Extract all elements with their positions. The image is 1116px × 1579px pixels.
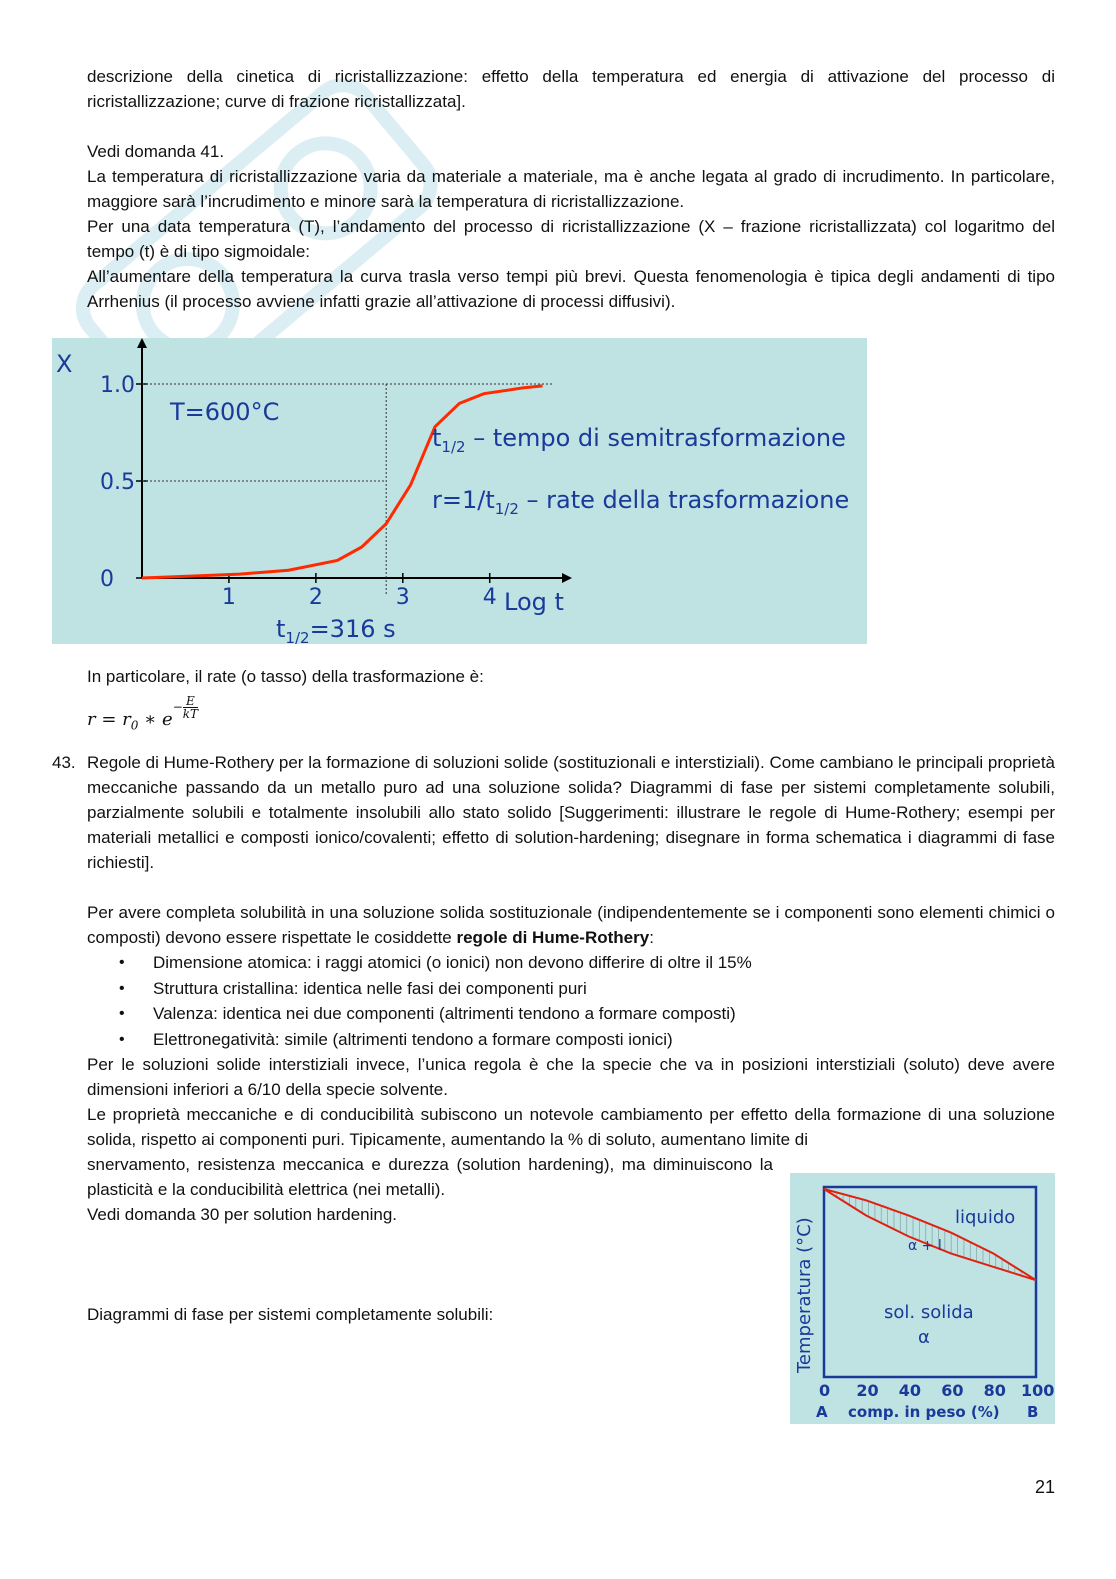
annotation-half-time: $t_{1/2}$ – tempo di semitrasformazione	[432, 424, 846, 456]
y-tick-label: 0	[100, 567, 114, 592]
rate-intro: In particolare, il rate (o tasso) della trasformazione è:	[87, 667, 484, 686]
x-tick-label: 4	[482, 585, 497, 610]
phase-x-tick-label: 0	[819, 1381, 831, 1400]
chart-title: T=600°C	[170, 398, 280, 426]
paragraph-solubility: Per avere completa solubilità in una soluzione solida sostituzionale (indipendentemente se i componenti sono elementi chimici o composti) devono essere rispettate le cosiddette regole di Hume-Rothery:	[87, 903, 1055, 947]
paragraph-see-question-30: Vedi domanda 30 per solution hardening.	[87, 1205, 398, 1224]
phase-x-tick-label: 60	[941, 1381, 964, 1400]
recrystallization-chart	[52, 338, 867, 644]
x-tick-label: 3	[395, 585, 410, 610]
region-liquid: liquido	[955, 1207, 1016, 1228]
question-number: 43.	[52, 753, 76, 772]
y-tick-label: 1.0	[100, 373, 135, 398]
end-label-a: A	[816, 1403, 828, 1421]
half-time-label: $t_{1/2}=316$ s	[276, 615, 396, 644]
y-axis-label: X	[56, 350, 73, 378]
rate-block	[87, 664, 1055, 739]
phase-x-tick-label: 20	[856, 1381, 879, 1400]
x-tick-label: 1	[221, 585, 236, 610]
phase-diagram	[790, 1173, 1055, 1424]
paragraph-sigmoidal: Per una data temperatura (T), l’andamento del processo di ricristallizzazione (X – frazione ricristallizzata) col logaritmo del tempo (t) è di tipo sigmoidale:	[87, 217, 1055, 261]
y-tick-label: 0.5	[100, 470, 135, 495]
formula-exp-sign: −	[172, 700, 183, 714]
formula-lhs: r = r	[87, 709, 131, 730]
paragraph-recrystallization-temp: La temperatura di ricristallizzazione varia da materiale a materiale, ma è anche legata al grado di incrudimento. In particolare, maggiore sarà l’incrudimento e minore sarà la temperatura di ricristallizzazione.	[87, 167, 1055, 211]
reference-line: Vedi domanda 41.	[87, 142, 225, 161]
formula-exp-num: E	[183, 695, 198, 708]
paragraph-phase-diagrams: Diagrammi di fase per sistemi completamente solubili:	[87, 1305, 494, 1324]
hume-rothery-bold: regole di Hume-Rothery	[456, 928, 650, 947]
rate-formula	[87, 695, 1055, 739]
list-item: • Dimensione atomica: i raggi atomici (o ionici) non devono differire di oltre il 15%	[153, 950, 1055, 976]
list-item: • Valenza: identica nei due componenti (altrimenti tendono a formare composti)	[153, 1001, 1055, 1027]
end-label-b: B	[1027, 1403, 1039, 1421]
paragraph-properties-cont: snervamento, resistenza meccanica e durezza (solution hardening), ma diminuiscono la plasticità e la conducibilità elettrica (nei metalli).	[87, 1155, 773, 1199]
paragraph-properties: Le proprietà meccaniche e di conducibilità subiscono un notevole cambiamento per effetto della formazione di una soluzione solida, rispetto ai componenti puri. Tipicamente, aumentando la % di soluto, aumentano limite di	[87, 1105, 1055, 1149]
x-tick-label: 2	[308, 585, 323, 610]
annotation-rate: $r=1/t_{1/2}$ – rate della trasformazione	[432, 486, 850, 518]
region-alpha: α	[918, 1327, 930, 1348]
list-item: • Struttura cristallina: identica nelle fasi dei componenti puri	[153, 976, 1055, 1002]
phase-x-tick-label: 40	[898, 1381, 922, 1400]
paragraph-interstitial: Per le soluzioni solide interstiziali invece, l’unica regola è che la specie che va in posizioni interstiziali (soluto) deve avere dimensioni inferiori a 6/10 della specie solvente.	[87, 1055, 1055, 1099]
phase-x-tick-label: 100	[1021, 1381, 1055, 1400]
region-two-phase: α + l	[908, 1238, 942, 1254]
paragraph-arrhenius: All’aumentare della temperatura la curva trasla verso tempi più brevi. Questa fenomenologia è tipica degli andamenti di tipo Arrhenius (il processo avviene infatti grazie all’attivazione di processi diffusivi).	[87, 267, 1055, 311]
phase-x-axis-label: comp. in peso (%)	[848, 1403, 1000, 1421]
intro-paragraph: descrizione della cinetica di ricristallizzazione: effetto della temperatura ed energia di attivazione del processo di ricristallizzazione; curve di frazione ricristallizzata].	[87, 67, 1055, 111]
intro-block	[87, 64, 1055, 314]
phase-x-tick-label: 80	[983, 1381, 1006, 1400]
formula-exp-den: kT	[182, 707, 199, 721]
formula-mid: ∗ e	[138, 709, 173, 730]
region-solid-solution: sol. solida	[884, 1302, 974, 1323]
list-item: • Elettronegatività: simile (altrimenti tendono a formare composti ionici)	[153, 1027, 1055, 1053]
phase-y-axis-label: Temperatura (°C)	[794, 1217, 815, 1373]
rules-list	[87, 950, 1055, 1052]
formula-sub: 0	[130, 718, 139, 733]
question-text: Regole di Hume-Rothery per la formazione di soluzioni solide (sostituzionali e interstiziali). Come cambiano le principali proprietà meccaniche passando da un metallo puro ad una soluzione solida? Diagrammi di fase per sistemi completamente solubili, parzialmente solubili e totalmente insolubili allo stato solido [Suggerimenti: illustrare le regole di Hume-Rothery; esempi per materiali metallici e composti ionico/covalenti; effetto di solution-hardening; disegnare in forma schematica i diagrammi di fase richiesti].	[87, 753, 1055, 872]
x-axis-label: Log t	[504, 588, 564, 616]
page-number: 21	[1034, 1477, 1055, 1497]
